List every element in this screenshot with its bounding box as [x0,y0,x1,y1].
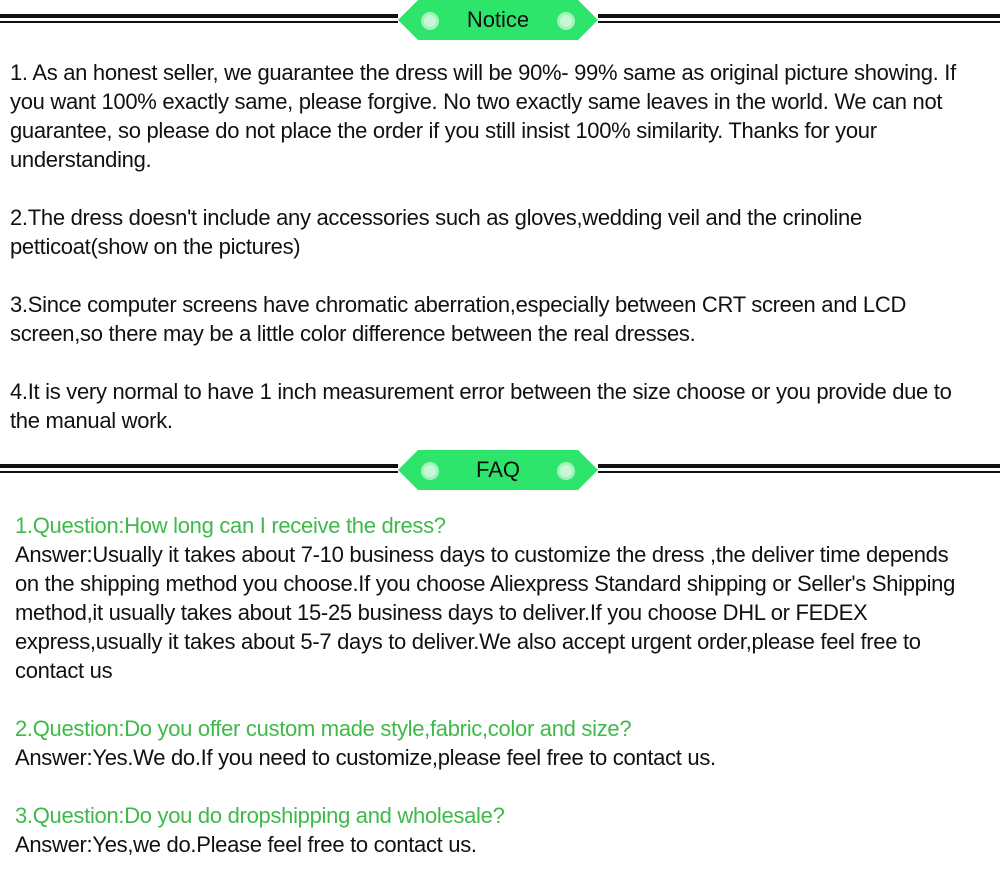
notice-item: 3.Since computer screens have chromatic aberration,especially between CRT screen and LCD screen,so there may be a little color difference between the real dresses. [10,292,907,346]
faq-list [15,511,975,859]
divider-rule-right-thick [598,14,1000,18]
divider-rule-left-thin [0,471,398,473]
faq-item [15,801,975,859]
faq-answer: Answer:Yes,we do.Please feel free to contact us. [15,832,477,857]
faq-title: FAQ [475,457,520,482]
faq-question: 1.Question:How long can I receive the dress? [15,513,446,538]
divider-rule-left-thick [0,14,398,18]
divider-rule-right-thin [598,21,1000,23]
divider-rule-left-thick [0,464,398,468]
faq-badge [398,450,598,490]
faq-answer: Answer:Yes.We do.If you need to customize,please feel free to contact us. [15,745,716,770]
notice-badge [398,0,598,40]
notice-item: 2.The dress doesn't include any accessories such as gloves,wedding veil and the crinoline petticoat(show on the pictures) [10,205,862,259]
faq-item [15,511,975,685]
faq-question: 2.Question:Do you offer custom made style,fabric,color and size? [15,716,632,741]
divider-rule-left-thin [0,21,398,23]
faq-question: 3.Question:Do you do dropshipping and wholesale? [15,803,505,828]
faq-divider [0,457,1000,482]
notice-item: 1. As an honest seller, we guarantee the dress will be 90%- 99% same as original picture showing. If you want 100% exactly same, please forgive. No two exactly same leaves in the world. We can not guarantee, so please do not place the order if you still insist 100% similarity. Thanks for your understanding. [10,60,956,172]
divider-rule-right-thin [598,471,1000,473]
notice-title: Notice [466,7,530,32]
faq-answer: Answer:Usually it takes about 7-10 business days to customize the dress ,the deliver time depends on the shipping method you choose.If you choose Aliexpress Standard shipping or Seller's Shipping method,it usually takes about 15-25 business days to deliver.If you choose DHL or FEDEX express,usually it takes about 5-7 days to deliver.We also accept urgent order,please feel free to contact us [15,542,956,683]
notice-divider [0,7,1000,32]
notice-item: 4.It is very normal to have 1 inch measurement error between the size choose or you provide due to the manual work. [10,379,952,433]
faq-item [15,714,975,772]
notice-list [10,58,985,435]
divider-rule-right-thick [598,464,1000,468]
